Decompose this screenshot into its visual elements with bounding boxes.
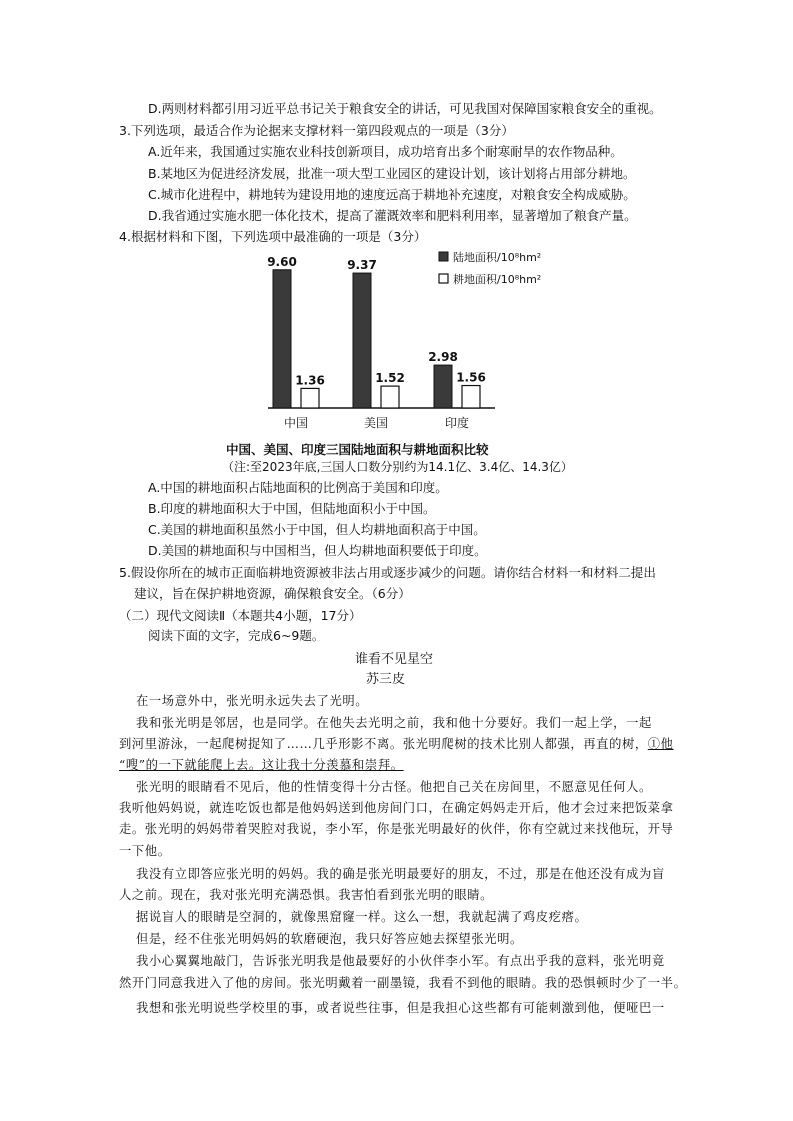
story-line: 然开门同意我进入了他的房间。张光明戴着一副墨镜，我看不到他的眼睛。我的恐惧顿时少了一半。 bbox=[119, 976, 687, 990]
story-line: 一下他。 bbox=[119, 844, 171, 858]
story-title: 谁看不见星空 bbox=[355, 652, 434, 667]
q4-option-a: A.中国的耕地面积占陆地面积的比例高于美国和印度。 bbox=[148, 480, 448, 495]
story-line-3 bbox=[119, 734, 674, 754]
bar-value-label: 1.56 bbox=[456, 370, 486, 385]
story-line: 我没有立即答应张光明的妈妈。我的确是张光明最要好的朋友，不过，那是在他还没有成为盲 bbox=[136, 867, 665, 881]
q2-option-d: D.两则材料都引用习近平总书记关于粮食安全的讲话，可见我国对保障国家粮食安全的重视。 bbox=[148, 101, 662, 116]
story-line: 我小心翼翼地敲门，告诉张光明我是他最要好的小伙伴李小军。有点出乎我的意料，张光明竟 bbox=[136, 954, 665, 968]
section-heading: （二）现代文阅读Ⅱ（本题共4小题，17分） bbox=[119, 608, 362, 623]
q5-line-2: 建议，旨在保护耕地资源，确保粮食安全。（6分） bbox=[134, 586, 411, 601]
chart-legend bbox=[439, 250, 541, 286]
q4-stem: 4.根据材料和下图，下列选项中最准确的一项是（3分） bbox=[119, 229, 427, 244]
story-line: 但是，经不住张光明妈妈的软磨硬泡，我只好答应她去探望张光明。 bbox=[136, 932, 523, 946]
q5-line-1: 5.假设你所在的城市正面临耕地资源被非法占用或逐步减少的问题。请你结合材料一和材料二提出 bbox=[119, 565, 656, 580]
q3-option-d: D.我省通过实施水肥一体化技术，提高了灌溉效率和肥料利用率，显著增加了粮食产量。 bbox=[148, 208, 637, 223]
bar-land-0 bbox=[273, 270, 291, 408]
q4-option-b: B.印度的耕地面积大于中国，但陆地面积小于中国。 bbox=[148, 501, 436, 516]
bar-arable-1 bbox=[381, 386, 399, 408]
section-instruction: 阅读下面的文字，完成6~9题。 bbox=[148, 628, 325, 643]
legend-label: 陆地面积/10⁸hm² bbox=[453, 251, 542, 264]
bar-value-label: 1.36 bbox=[295, 373, 325, 388]
q3-option-a: A.近年来，我国通过实施农业科技创新项目，成功培育出多个耐寒耐旱的农作物品种。 bbox=[148, 144, 623, 159]
land-area-bar-chart bbox=[263, 246, 563, 436]
category-label: 美国 bbox=[363, 416, 389, 430]
legend-swatch bbox=[439, 252, 448, 261]
story-line: 我想和张光明说些学校里的事，或者说些往事，但是我担心这些都有可能刺激到他，便哑巴一 bbox=[136, 1001, 665, 1015]
story-line: 我听他妈妈说，就连吃饭也都是他妈妈送到他房间门口，在确定妈妈走开后，他才会过来把饭菜拿 bbox=[119, 801, 674, 815]
q3-stem: 3.下列选项，最适合作为论据来支撑材料一第四段观点的一项是（3分） bbox=[119, 123, 514, 138]
story-author: 苏三皮 bbox=[366, 672, 406, 687]
bar-value-label: 2.98 bbox=[428, 350, 458, 365]
chart-caption: 中国、美国、印度三国陆地面积与耕地面积比较 bbox=[226, 442, 489, 457]
story-line: 据说盲人的眼睛是空洞的，就像黑窟窿一样。这么一想，我就起满了鸡皮疙瘩。 bbox=[136, 910, 588, 924]
legend-swatch bbox=[439, 274, 448, 283]
chart-note: （注:至2023年底,三国人口数分别约为14.1亿、3.4亿、14.3亿） bbox=[222, 460, 573, 474]
underlined-sentence-marker: ①他 bbox=[647, 737, 674, 751]
category-label: 中国 bbox=[283, 416, 309, 430]
story-line-text: 到河里游泳，一起爬树捉知了……几乎形影不离。张光明爬树的技术比别人都强，再直的树， bbox=[119, 737, 648, 751]
bar-value-label: 9.37 bbox=[347, 258, 377, 273]
bar-value-label: 1.52 bbox=[375, 371, 405, 386]
bar-arable-0 bbox=[301, 388, 319, 408]
bar-value-label: 9.60 bbox=[267, 254, 297, 269]
story-line: 走。张光明的妈妈带着哭腔对我说，李小军，你是张光明最好的伙伴，你有空就过来找他玩，开导 bbox=[119, 822, 674, 836]
category-label: 印度 bbox=[444, 416, 470, 430]
legend-label: 耕地面积/10⁸hm² bbox=[453, 273, 542, 286]
bar-land-1 bbox=[353, 273, 371, 408]
q4-option-d: D.美国的耕地面积与中国相当，但人均耕地面积要低于印度。 bbox=[148, 543, 487, 558]
story-line: 张光明的眼睛看不见后，他的性情变得十分古怪。他把自己关在房间里，不愿意见任何人。 bbox=[136, 780, 652, 794]
story-line: 在一场意外中，张光明永远失去了光明。 bbox=[136, 694, 369, 708]
q3-option-b: B.某地区为促进经济发展，批准一项大型工业园区的建设计划，该计划将占用部分耕地。 bbox=[148, 166, 636, 181]
q4-option-c: C.美国的耕地面积虽然小于中国，但人均耕地面积高于中国。 bbox=[148, 522, 486, 537]
story-line: 我和张光明是邻居，也是同学。在他失去光明之前，我和他十分要好。我们一起上学，一起 bbox=[136, 716, 652, 730]
story-line: 人之前。现在，我对张光明充满恐惧。我害怕看到张光明的眼睛。 bbox=[119, 888, 494, 902]
q3-option-c: C.城市化进程中，耕地转为建设用地的速度远高于耕地补充速度，对粮食安全构成威胁。 bbox=[148, 187, 636, 202]
story-line-4 bbox=[119, 755, 404, 775]
bar-arable-2 bbox=[462, 386, 480, 408]
bar-land-2 bbox=[434, 365, 452, 408]
underlined-sentence: “嗖”的一下就能爬上去。这让我十分羡慕和崇拜。 bbox=[119, 758, 404, 772]
